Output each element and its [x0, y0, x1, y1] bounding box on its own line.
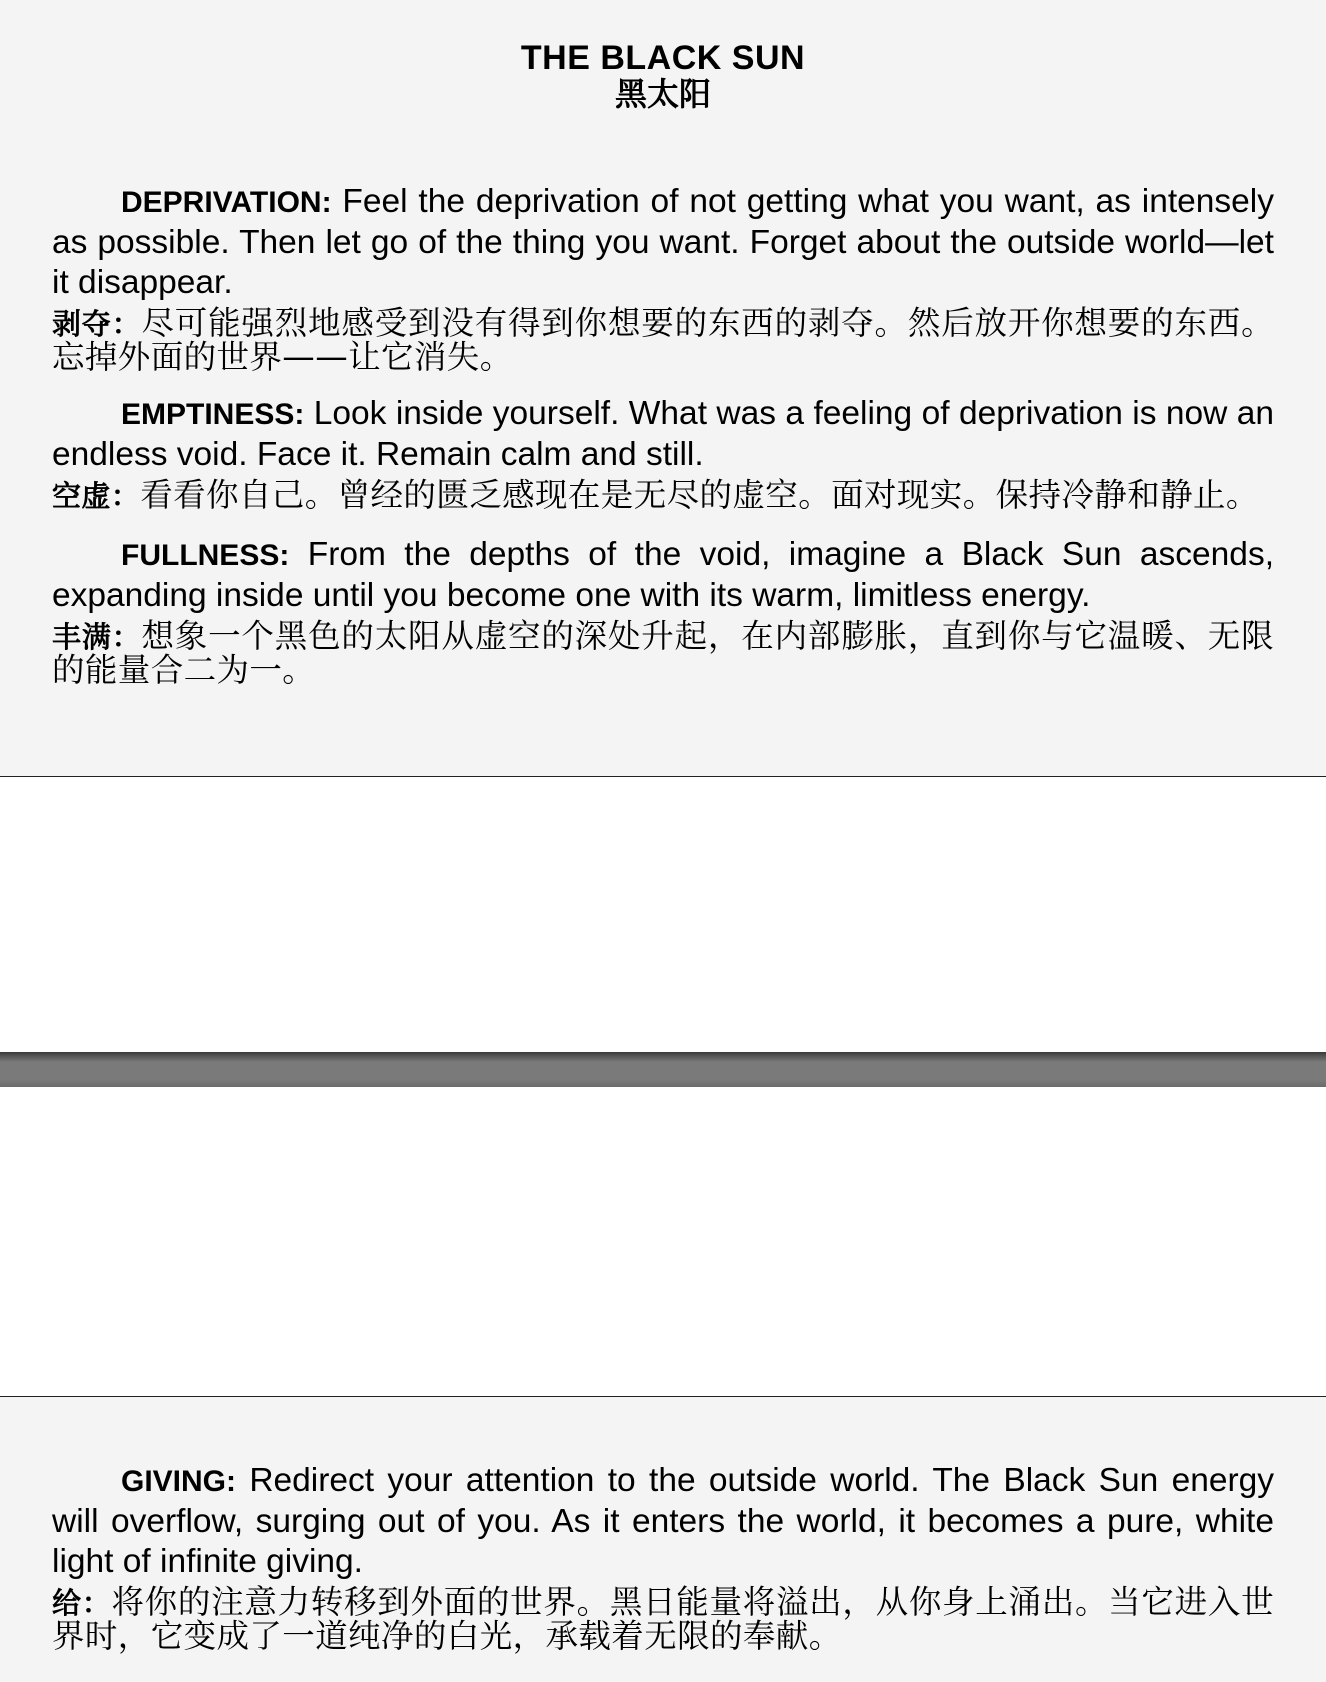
- paragraph-text: Redirect your attention to the outside world. The Black Sun energy will overflow, surging out of you. As it enters the world, it becomes a pure, white light of infinite giving.: [52, 1462, 1274, 1580]
- paragraph-text-chinese: 看看你自己。曾经的匮乏感现在是无尽的虚空。面对现实。保持冷静和静止。: [140, 476, 1259, 514]
- paragraph-text: Feel the deprivation of not getting what you want, as intensely as possible. Then let go of the thing you want. Forget about the outside world—let it disappear.: [52, 183, 1274, 301]
- section-emptiness: [52, 394, 1274, 513]
- paragraph-chinese: [52, 1583, 1274, 1655]
- paragraph-english: [52, 394, 1274, 475]
- term-heading: DEPRIVATION:: [121, 186, 332, 219]
- term-heading-chinese: 剥夺：: [52, 307, 142, 341]
- blank-page-area: [0, 1087, 1326, 1396]
- document-page-top: [0, 0, 1326, 777]
- page-title-chinese: 黑太阳: [614, 75, 711, 113]
- term-heading-chinese: 丰满：: [52, 620, 142, 654]
- term-heading-chinese: 空虚：: [52, 479, 141, 513]
- paragraph-chinese: [52, 617, 1274, 689]
- term-heading: EMPTINESS:: [121, 398, 305, 431]
- page-title: THE BLACK SUN: [520, 39, 806, 77]
- document-page-bottom: [0, 1396, 1326, 1682]
- paragraph-text-chinese: 尽可能强烈地感受到没有得到你想要的东西的剥夺。然后放开你想要的东西。忘掉外面的世界——让它消失。: [52, 304, 1274, 376]
- term-heading: GIVING:: [121, 1465, 237, 1498]
- section-giving: [52, 1461, 1274, 1653]
- paragraph-chinese: [52, 304, 1274, 376]
- paragraph-text: From the depths of the void, imagine a Black Sun ascends, expanding inside until you become one with its warm, limitless energy.: [52, 536, 1274, 614]
- blank-page-area: [0, 778, 1326, 1052]
- paragraph-text-chinese: 将你的注意力转移到外面的世界。黑日能量将溢出，从你身上涌出。当它进入世界时，它变成了一道纯净的白光，承载着无限的奉献。: [52, 1583, 1274, 1655]
- paragraph-chinese: [52, 476, 1274, 514]
- paragraph-english: [52, 182, 1274, 303]
- term-heading-chinese: 给：: [52, 1586, 112, 1620]
- term-heading: FULLNESS:: [121, 539, 290, 572]
- title-block: [52, 0, 1274, 112]
- paragraph-text-chinese: 想象一个黑色的太阳从虚空的深处升起，在内部膨胀，直到你与它温暖、无限的能量合二为一。: [52, 617, 1274, 689]
- page-separator: [0, 1052, 1326, 1087]
- paragraph-english: [52, 535, 1274, 616]
- paragraph-english: [52, 1461, 1274, 1582]
- section-deprivation: [52, 182, 1274, 374]
- paragraph-text: Look inside yourself. What was a feeling of deprivation is now an endless void. Face it. Remain calm and still.: [52, 395, 1274, 473]
- section-fullness: [52, 535, 1274, 687]
